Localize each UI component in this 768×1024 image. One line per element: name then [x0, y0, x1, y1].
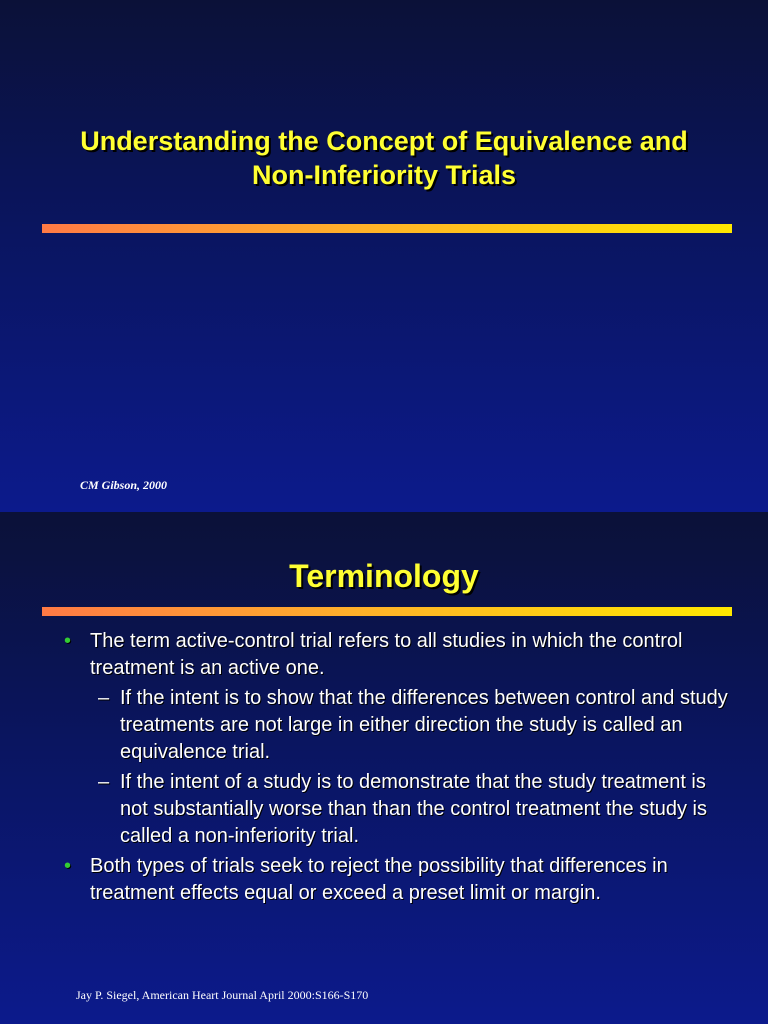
bullet-marker: • [64, 630, 72, 652]
sub-bullet-text: If the intent of a study is to demonstrate that the study treatment is not substantially worse than than the control treatment the study is called a non-inferiority trial. [120, 771, 707, 847]
title-line-1: Understanding the Concept of Equivalence and [80, 126, 688, 156]
title-divider [42, 224, 732, 233]
bullet-item [62, 853, 732, 907]
dash-marker: – [98, 687, 110, 709]
bullet-marker: • [64, 855, 72, 877]
sub-bullet-item [62, 685, 732, 766]
dash-marker: – [98, 771, 110, 793]
title-divider [42, 607, 732, 616]
sub-bullet-item [62, 769, 732, 850]
slide-title [0, 124, 768, 192]
title-line-2: Non-Inferiority Trials [251, 160, 517, 190]
bullet-text: Both types of trials seek to reject the possibility that differences in treatment effects equal or exceed a preset limit or margin. [90, 855, 668, 904]
bullet-item [62, 628, 732, 682]
author-credit: CM Gibson, 2000 [80, 478, 168, 492]
slide-body [62, 628, 732, 910]
source-citation: Jay P. Siegel, American Heart Journal April 2000:S166-S170 [76, 988, 369, 1002]
sub-bullet-text: If the intent is to show that the differences between control and study treatments are not large in either direction the study is called an equivalence trial. [120, 687, 728, 763]
terminology-slide [0, 512, 768, 1024]
bullet-text: The term active-control trial refers to all studies in which the control treatment is an active one. [90, 630, 683, 679]
slide-title: Terminology [289, 558, 479, 594]
